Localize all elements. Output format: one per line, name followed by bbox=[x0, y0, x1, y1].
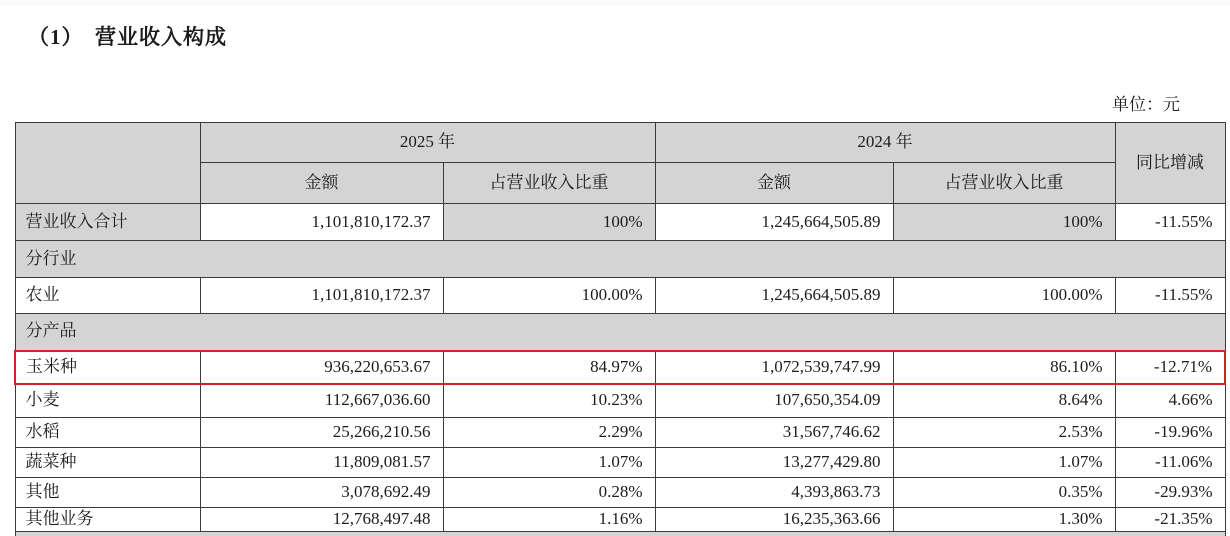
header-yoy-change: 同比增减 bbox=[1115, 123, 1225, 204]
amount-2025: 1,101,810,172.37 bbox=[200, 204, 443, 241]
table-row bbox=[15, 204, 1225, 241]
amount-2024: 31,567,746.62 bbox=[655, 418, 893, 448]
share-2024: 0.35% bbox=[893, 478, 1115, 508]
header-year-2025: 2025 年 bbox=[200, 123, 655, 163]
header-year-2024: 2024 年 bbox=[655, 123, 1115, 163]
row-label: 其他业务 bbox=[15, 508, 200, 532]
amount-2024: 1,245,664,505.89 bbox=[655, 278, 893, 314]
share-2024: 1.07% bbox=[893, 448, 1115, 478]
row-label: 小麦 bbox=[15, 384, 200, 418]
row-label: 水稻 bbox=[15, 418, 200, 448]
header-share-2025: 占营业收入比重 bbox=[443, 163, 655, 204]
table-header bbox=[15, 123, 1225, 204]
share-2024: 8.64% bbox=[893, 384, 1115, 418]
row-label: 玉米种 bbox=[15, 351, 200, 384]
header-amount-2024: 金额 bbox=[655, 163, 893, 204]
yoy-change: -11.55% bbox=[1115, 204, 1225, 241]
section-label: 分产品 bbox=[15, 314, 1225, 351]
share-2024: 1.30% bbox=[893, 508, 1115, 532]
yoy-change: -12.71% bbox=[1115, 351, 1225, 384]
unit-label: 单位：元 bbox=[1112, 95, 1180, 114]
revenue-composition-table bbox=[14, 122, 1226, 536]
table-row bbox=[15, 418, 1225, 448]
yoy-change: -29.93% bbox=[1115, 478, 1225, 508]
amount-2025: 1,101,810,172.37 bbox=[200, 278, 443, 314]
amount-2025: 936,220,653.67 bbox=[200, 351, 443, 384]
yoy-change: -19.96% bbox=[1115, 418, 1225, 448]
amount-2025: 3,078,692.49 bbox=[200, 478, 443, 508]
amount-2025: 12,768,497.48 bbox=[200, 508, 443, 532]
page-top-strip bbox=[0, 0, 1230, 6]
yoy-change: 4.66% bbox=[1115, 384, 1225, 418]
table-body bbox=[15, 204, 1225, 536]
yoy-change: -21.35% bbox=[1115, 508, 1225, 532]
highlighted-row bbox=[15, 351, 1225, 384]
amount-2024: 16,235,363.66 bbox=[655, 508, 893, 532]
section-label bbox=[15, 532, 1225, 536]
share-2025: 84.97% bbox=[443, 351, 655, 384]
header-share-2024: 占营业收入比重 bbox=[893, 163, 1115, 204]
row-label: 蔬菜种 bbox=[15, 448, 200, 478]
row-label: 其他 bbox=[15, 478, 200, 508]
share-2025: 0.28% bbox=[443, 478, 655, 508]
yoy-change: -11.06% bbox=[1115, 448, 1225, 478]
row-label: 营业收入合计 bbox=[15, 204, 200, 241]
table-row bbox=[15, 278, 1225, 314]
share-2024: 86.10% bbox=[893, 351, 1115, 384]
share-2025: 1.07% bbox=[443, 448, 655, 478]
share-2025: 2.29% bbox=[443, 418, 655, 448]
page-title: （1） 营业收入构成 bbox=[28, 25, 227, 49]
amount-2024: 4,393,863.73 bbox=[655, 478, 893, 508]
amount-2024: 1,245,664,505.89 bbox=[655, 204, 893, 241]
table-row bbox=[15, 384, 1225, 418]
share-2025: 100% bbox=[443, 204, 655, 241]
row-label: 农业 bbox=[15, 278, 200, 314]
section-row bbox=[15, 532, 1225, 536]
header-amount-2025: 金额 bbox=[200, 163, 443, 204]
table-row bbox=[15, 448, 1225, 478]
share-2024: 100.00% bbox=[893, 278, 1115, 314]
amount-2024: 107,650,354.09 bbox=[655, 384, 893, 418]
share-2025: 10.23% bbox=[443, 384, 655, 418]
section-row bbox=[15, 241, 1225, 278]
share-2024: 100% bbox=[893, 204, 1115, 241]
amount-2025: 11,809,081.57 bbox=[200, 448, 443, 478]
yoy-change: -11.55% bbox=[1115, 278, 1225, 314]
table-row bbox=[15, 508, 1225, 532]
section-label: 分行业 bbox=[15, 241, 1225, 278]
share-2025: 1.16% bbox=[443, 508, 655, 532]
amount-2024: 1,072,539,747.99 bbox=[655, 351, 893, 384]
amount-2024: 13,277,429.80 bbox=[655, 448, 893, 478]
table-row bbox=[15, 478, 1225, 508]
header-blank-cell bbox=[15, 123, 200, 204]
share-2024: 2.53% bbox=[893, 418, 1115, 448]
amount-2025: 25,266,210.56 bbox=[200, 418, 443, 448]
share-2025: 100.00% bbox=[443, 278, 655, 314]
section-row bbox=[15, 314, 1225, 351]
header-row-years bbox=[15, 123, 1225, 163]
amount-2025: 112,667,036.60 bbox=[200, 384, 443, 418]
